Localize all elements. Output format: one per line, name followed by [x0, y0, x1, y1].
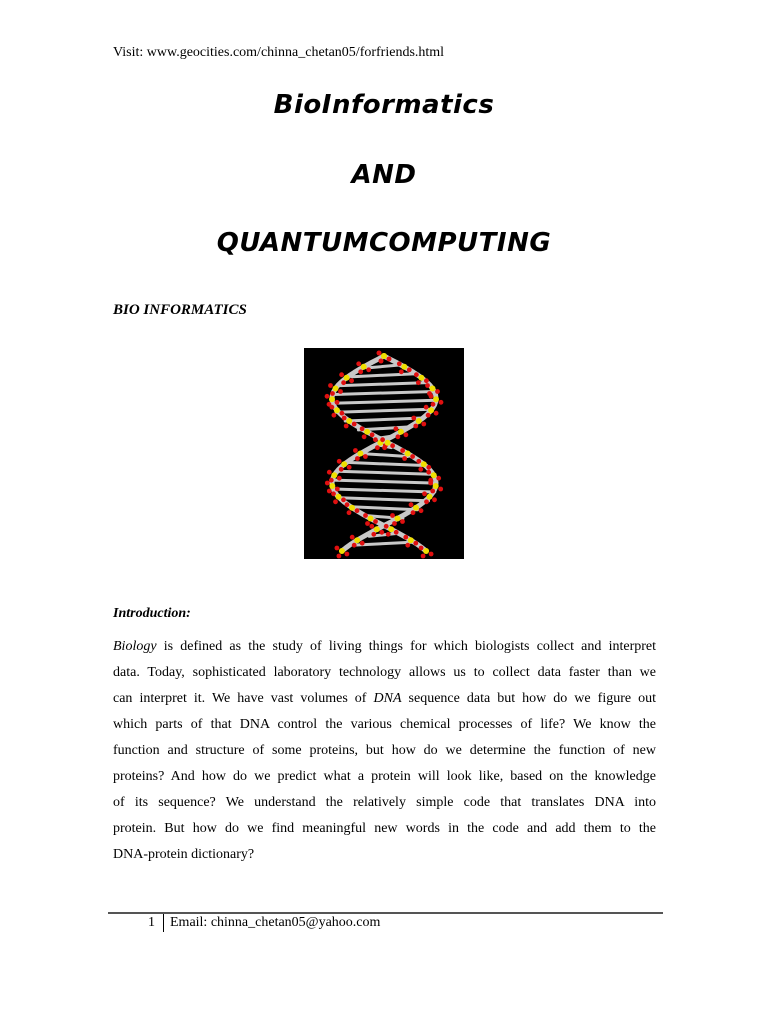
phosphorus-atom: [385, 440, 391, 446]
base-pair: [352, 374, 416, 377]
oxygen-atom: [394, 426, 399, 431]
oxygen-atom: [371, 532, 376, 537]
base-pair: [336, 409, 432, 412]
paragraph-line: [113, 634, 656, 660]
oxygen-atom: [345, 552, 350, 557]
oxygen-atom: [360, 541, 365, 546]
oxygen-atom: [397, 361, 402, 366]
footnote-divider: [108, 912, 663, 914]
phosphorus-atom: [329, 483, 335, 489]
paragraph-line: proteins? And how do we predict what a protein will look like, based on the knowledge: [113, 769, 656, 784]
oxygen-atom: [347, 510, 352, 515]
paragraph-line: which parts of that DNA control the various chemical processes of life? We know the: [113, 717, 656, 732]
oxygen-atom: [409, 502, 414, 507]
paragraph-line: function and structure of some proteins, but how do we determine the function of new: [113, 743, 656, 758]
oxygen-atom: [424, 405, 429, 410]
oxygen-atom: [355, 508, 360, 513]
oxygen-atom: [370, 432, 375, 437]
oxygen-atom: [379, 530, 384, 535]
phosphorus-atom: [349, 505, 355, 511]
oxygen-atom: [426, 470, 431, 475]
phosphorus-atom: [357, 451, 363, 457]
oxygen-atom: [422, 491, 427, 496]
oxygen-atom: [411, 416, 416, 421]
oxygen-atom: [410, 454, 415, 459]
oxygen-atom: [339, 372, 344, 377]
phosphorus-atom: [395, 516, 401, 522]
footer-email: Email: chinna_chetan05@yahoo.com: [170, 915, 381, 930]
oxygen-atom: [424, 499, 429, 504]
phosphorus-atom: [433, 483, 439, 489]
oxygen-atom: [421, 554, 426, 559]
paragraph-text: can interpret it. We have vast volumes of: [113, 691, 374, 706]
oxygen-atom: [356, 361, 361, 366]
oxygen-atom: [340, 411, 345, 416]
phosphorus-atom: [331, 472, 337, 478]
base-pair: [367, 365, 401, 368]
oxygen-atom: [333, 499, 338, 504]
oxygen-atom: [418, 467, 423, 472]
oxygen-atom: [330, 405, 335, 410]
oxygen-atom: [429, 394, 434, 399]
paragraph-line: protein. But how do we find meaningful new words in the code and add them to the: [113, 821, 656, 836]
base-pair: [345, 418, 423, 421]
phosphorus-atom: [401, 364, 407, 370]
oxygen-atom: [360, 426, 365, 431]
oxygen-atom: [335, 546, 340, 551]
phosphorus-atom: [374, 526, 380, 532]
introduction-paragraph: [113, 634, 656, 868]
oxygen-atom: [363, 454, 368, 459]
base-pair: [332, 400, 436, 403]
oxygen-atom: [332, 413, 337, 418]
oxygen-atom: [426, 413, 431, 418]
oxygen-atom: [414, 372, 419, 377]
phosphorus-atom: [333, 386, 339, 392]
oxygen-atom: [349, 378, 354, 383]
phosphorus-atom: [405, 451, 411, 457]
oxygen-atom: [403, 535, 408, 540]
phosphorus-atom: [398, 429, 404, 435]
oxygen-atom: [344, 424, 349, 429]
biology-term: Biology: [113, 639, 157, 654]
oxygen-atom: [337, 459, 342, 464]
phosphorus-atom: [339, 548, 345, 554]
oxygen-atom: [424, 378, 429, 383]
oxygen-atom: [387, 357, 392, 362]
oxygen-atom: [379, 359, 384, 364]
oxygen-atom: [335, 400, 340, 405]
oxygen-atom: [365, 521, 370, 526]
oxygen-atom: [439, 400, 444, 405]
phosphorus-atom: [346, 418, 352, 424]
oxygen-atom: [436, 476, 441, 481]
phosphorus-atom: [354, 537, 360, 543]
base-pair: [347, 462, 422, 465]
section-heading: BIO INFORMATICS: [113, 302, 247, 318]
phosphorus-atom: [428, 407, 434, 413]
phosphorus-atom: [334, 407, 340, 413]
oxygen-atom: [341, 497, 346, 502]
oxygen-atom: [390, 513, 395, 518]
base-pair: [332, 480, 435, 483]
oxygen-atom: [362, 434, 367, 439]
oxygen-atom: [325, 481, 330, 486]
oxygen-atom: [402, 456, 407, 461]
oxygen-atom: [377, 351, 382, 356]
phosphorus-atom: [418, 375, 424, 381]
oxygen-atom: [369, 524, 374, 529]
phosphorus-atom: [421, 461, 427, 467]
oxygen-atom: [400, 519, 405, 524]
oxygen-atom: [375, 445, 380, 450]
oxygen-atom: [331, 491, 336, 496]
phosphorus-atom: [427, 494, 433, 500]
paragraph-line: of its sequence? We understand the relatively simple code that translates DNA into: [113, 795, 656, 810]
document-title-line-2: AND: [351, 160, 417, 190]
document-title-line-3: QUANTUMCOMPUTING: [216, 228, 552, 258]
oxygen-atom: [419, 546, 424, 551]
phosphorus-atom: [416, 418, 422, 424]
oxygen-atom: [386, 532, 391, 537]
oxygen-atom: [428, 481, 433, 486]
phosphorus-atom: [344, 375, 350, 381]
page-number: 1: [148, 915, 155, 930]
oxygen-atom: [405, 543, 410, 548]
oxygen-atom: [430, 489, 435, 494]
oxygen-atom: [353, 448, 358, 453]
phosphorus-atom: [368, 516, 374, 522]
oxygen-atom: [330, 391, 335, 396]
base-pair: [341, 383, 428, 386]
oxygen-atom: [338, 389, 343, 394]
oxygen-atom: [421, 422, 426, 427]
oxygen-atom: [399, 369, 404, 374]
phosphorus-atom: [361, 364, 367, 370]
phosphorus-atom: [431, 472, 437, 478]
phosphorus-atom: [341, 461, 347, 467]
paragraph-line: data. Today, sophisticated laboratory technology allows us to collect data faster than we: [113, 665, 656, 680]
oxygen-atom: [347, 465, 352, 470]
oxygen-atom: [358, 369, 363, 374]
oxygen-atom: [382, 445, 387, 450]
oxygen-atom: [413, 541, 418, 546]
oxygen-atom: [416, 459, 421, 464]
oxygen-atom: [328, 383, 333, 388]
oxygen-atom: [341, 380, 346, 385]
dna-term: DNA: [373, 691, 402, 706]
oxygen-atom: [413, 424, 418, 429]
oxygen-atom: [363, 513, 368, 518]
base-pair: [340, 498, 429, 501]
oxygen-atom: [345, 502, 350, 507]
introduction-heading: Introduction:: [113, 606, 191, 621]
oxygen-atom: [434, 411, 439, 416]
base-pair: [334, 392, 435, 395]
oxygen-atom: [339, 467, 344, 472]
oxygen-atom: [342, 416, 347, 421]
oxygen-atom: [355, 456, 360, 461]
oxygen-atom: [329, 478, 334, 483]
oxygen-atom: [335, 487, 340, 492]
oxygen-atom: [435, 389, 440, 394]
phosphorus-atom: [413, 505, 419, 511]
oxygen-atom: [396, 434, 401, 439]
document-title-line-1: BioInformatics: [273, 90, 495, 120]
base-pair: [333, 489, 435, 492]
phosphorus-atom: [430, 386, 436, 392]
phosphorus-atom: [364, 429, 370, 435]
paragraph-line: [113, 686, 656, 712]
oxygen-atom: [425, 383, 430, 388]
oxygen-atom: [327, 470, 332, 475]
oxygen-atom: [404, 432, 409, 437]
oxygen-atom: [392, 521, 397, 526]
oxygen-atom: [325, 394, 330, 399]
oxygen-atom: [352, 422, 357, 427]
oxygen-atom: [411, 510, 416, 515]
phosphorus-atom: [408, 537, 414, 543]
oxygen-atom: [432, 497, 437, 502]
oxygen-atom: [429, 552, 434, 557]
oxygen-atom: [384, 524, 389, 529]
oxygen-atom: [337, 554, 342, 559]
phosphorus-atom: [329, 396, 335, 402]
header-visit-line: Visit: www.geocities.com/chinna_chetan05/forfriends.html: [113, 45, 445, 60]
oxygen-atom: [337, 476, 342, 481]
oxygen-atom: [366, 367, 371, 372]
dna-helix-image: [304, 348, 464, 559]
oxygen-atom: [400, 448, 405, 453]
oxygen-atom: [416, 380, 421, 385]
oxygen-atom: [431, 402, 436, 407]
oxygen-atom: [373, 437, 378, 442]
phosphorus-atom: [381, 353, 387, 359]
oxygen-atom: [352, 543, 357, 548]
paragraph-text: is defined as the study of living things for which biologists collect and interpret: [156, 639, 656, 654]
footer-separator: [163, 914, 164, 932]
oxygen-atom: [373, 519, 378, 524]
oxygen-atom: [350, 535, 355, 540]
paragraph-line: DNA-protein dictionary?: [113, 847, 255, 862]
oxygen-atom: [419, 508, 424, 513]
phosphorus-atom: [423, 548, 429, 554]
oxygen-atom: [380, 437, 385, 442]
oxygen-atom: [390, 443, 395, 448]
oxygen-atom: [394, 530, 399, 535]
oxygen-atom: [327, 489, 332, 494]
base-pair: [351, 507, 418, 510]
oxygen-atom: [426, 465, 431, 470]
base-pair: [337, 471, 431, 474]
phosphorus-atom: [388, 526, 394, 532]
dna-double-helix-icon: [304, 348, 464, 559]
phosphorus-atom: [336, 494, 342, 500]
paragraph-text: sequence data but how do we figure out: [401, 691, 656, 706]
oxygen-atom: [438, 487, 443, 492]
oxygen-atom: [407, 367, 412, 372]
phosphorus-atom: [433, 396, 439, 402]
